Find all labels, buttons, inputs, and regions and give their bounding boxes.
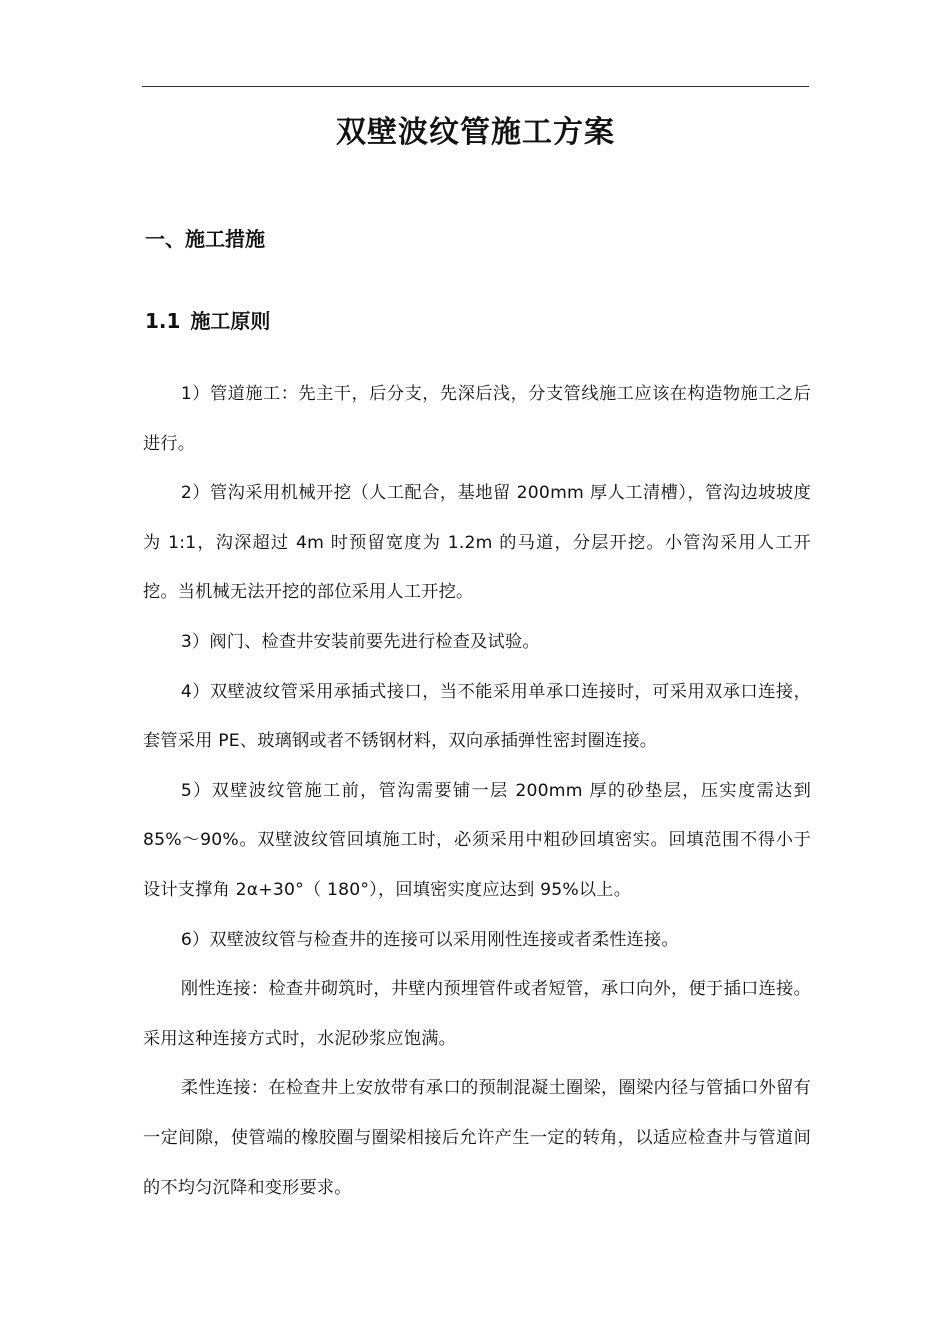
subsection-number: 1.1 [145,309,181,333]
paragraph: 1）管道施工：先主干，后分支，先深后浅，分支管线施工应该在构造物施工之后进行。 [143,384,811,454]
body-text [143,370,811,1213]
paragraph: 4）双壁波纹管采用承插式接口，当不能采用单承口连接时，可采用双承口连接，套管采用 PE、玻璃钢或者不锈钢材料，双向承插弹性密封圈连接。 [143,681,811,752]
document-title: 双壁波纹管施工方案 [336,115,615,150]
paragraph: 6）双壁波纹管与检查井的连接可以采用刚性连接或者柔性连接。 [180,929,679,950]
section-heading-1: 一、施工措施 [145,227,265,251]
paragraph: 5）双壁波纹管施工前，管沟需要铺一层 200mm 厚的砂垫层，压实度需达到 85%～90%。双壁波纹管回填施工时，必须采用中粗砂回填密实。回填范围不得小于设计支撑角 2α+30°（ 180°），回填密实度应达到 95%以上。 [143,780,811,900]
paragraph: 刚性连接：检查井砌筑时，井壁内预埋管件或者短管，承口向外，便于插口连接。采用这种连接方式时，水泥砂浆应饱满。 [143,979,811,1049]
header-rule [142,86,809,87]
subsection-heading-1-1 [145,306,270,336]
paragraph: 3）阀门、检查井安装前要先进行检查及试验。 [180,631,540,652]
subsection-title: 施工原则 [190,309,271,333]
paragraph: 柔性连接：在检查井上安放带有承口的预制混凝土圈梁，圈梁内径与管插口外留有一定间隙，使管端的橡胶圈与圈梁相接后允许产生一定的转角，以适应检查井与管道间的不均匀沉降和变形要求。 [143,1078,811,1198]
paragraph: 2）管沟采用机械开挖（人工配合，基地留 200mm 厚人工清槽），管沟边坡坡度为 1:1，沟深超过 4m 时预留宽度为 1.2m 的马道，分层开挖。小管沟采用人工开挖。当机械无法开挖的部位采用人工开挖。 [143,483,811,603]
